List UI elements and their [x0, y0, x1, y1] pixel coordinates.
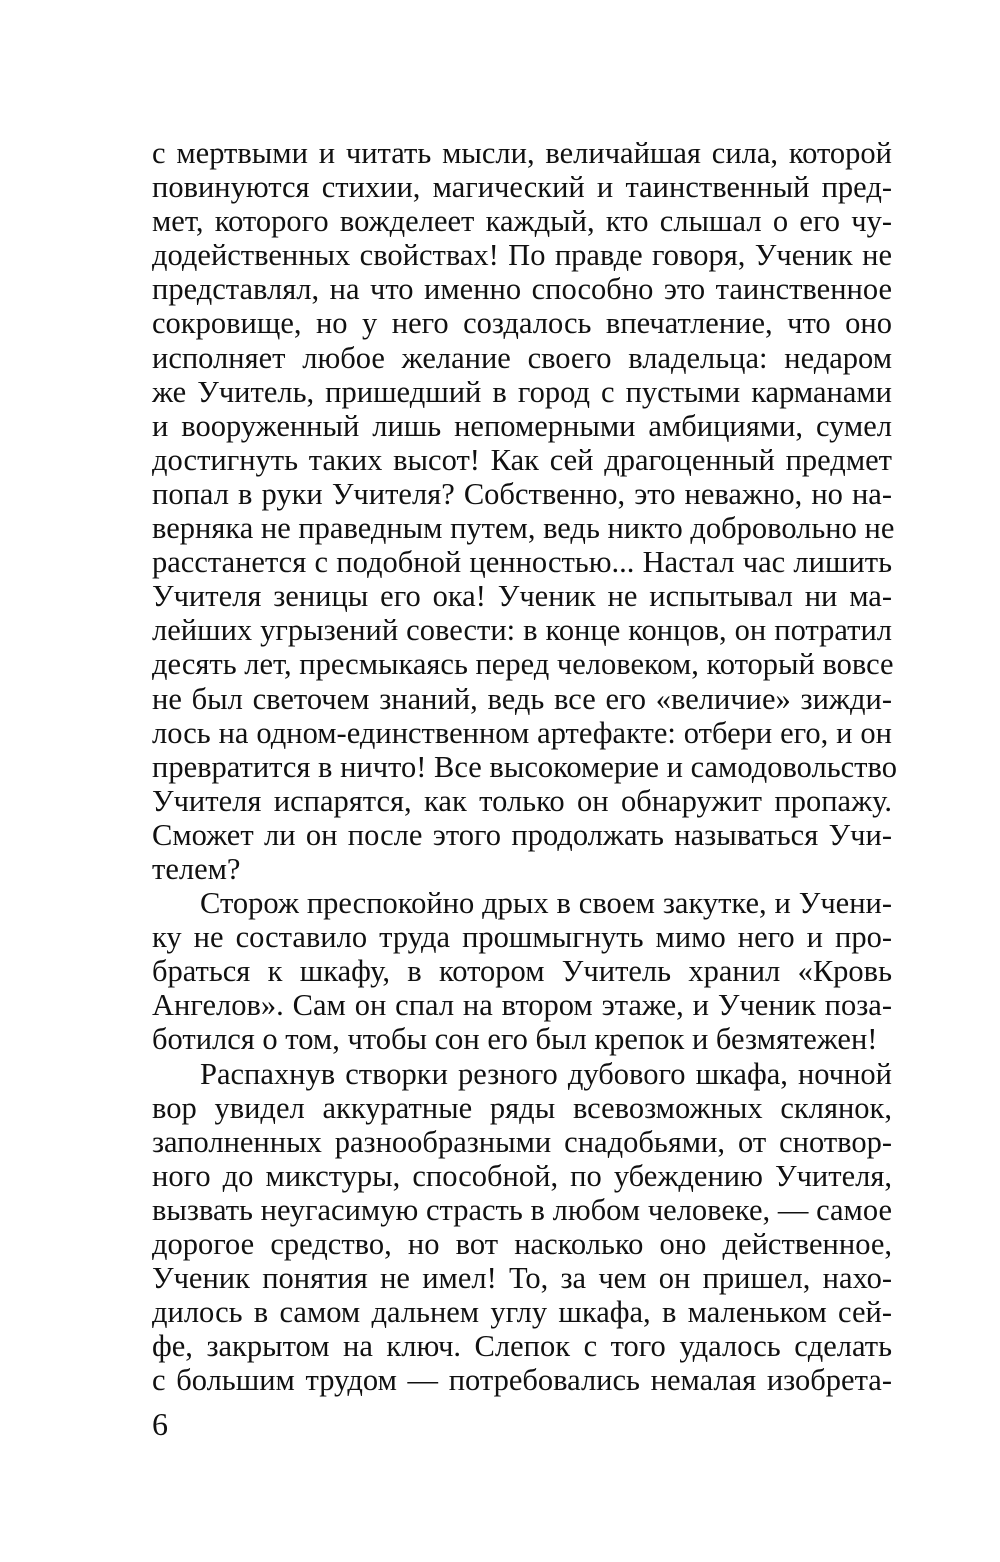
- text-line: Учителя зеницы его ока! Ученик не испытывал ни ма-: [152, 579, 892, 614]
- text-line: ботился о том, чтобы сон его был крепок и безмятежен!: [152, 1022, 878, 1057]
- text-line: представлял, на что именно способно это таинственное: [152, 272, 892, 307]
- text-line: додейственных свойствах! По правде говоря, Ученик не: [152, 238, 892, 273]
- text-line: с большим трудом — потребовались немалая изобрета-: [152, 1363, 892, 1398]
- text-line: ного до микстуры, способной, по убеждению Учителя,: [152, 1158, 892, 1193]
- text-line: же Учитель, пришедший в город с пустыми карманами: [152, 374, 892, 409]
- text-line: Сможет ли он после этого продолжать называться Учи-: [152, 817, 892, 852]
- text-line: Ангелов». Сам он спал на втором этаже, и Ученик поза-: [152, 988, 892, 1023]
- text-line: расстанется с подобной ценностью... Настал час лишить: [152, 545, 892, 580]
- text-line: браться к шкафу, в котором Учитель хранил «Кровь: [152, 954, 892, 989]
- text-line: исполняет любое желание своего владельца: недаром: [152, 340, 892, 375]
- text-line: Сторож преспокойно дрых в своем закутке, и Учени-: [200, 886, 892, 921]
- text-line: и вооруженный лишь непомерными амбициями, сумел: [152, 408, 892, 443]
- text-line: мет, которого вожделеет каждый, кто слышал о его чу-: [152, 204, 892, 239]
- text-line: вор увидел аккуратные ряды всевозможных склянок,: [152, 1090, 892, 1125]
- text-line: повинуются стихии, магический и таинственный пред-: [152, 170, 892, 205]
- body-text: [152, 136, 897, 1398]
- text-line: достигнуть таких высот! Как сей драгоценный предмет: [152, 442, 892, 477]
- text-line: заполненных разнообразными снадобьями, от снотвор-: [152, 1124, 892, 1159]
- text-line: лось на одном-единственном артефакте: отбери его, и он: [152, 715, 892, 750]
- text-line: телем?: [152, 851, 241, 886]
- text-line: дилось в самом дальнем углу шкафа, в маленьком сей-: [152, 1295, 892, 1330]
- text-line: вызвать неугасимую страсть в любом человеке, — самое: [152, 1192, 892, 1227]
- page-number: 6: [152, 1406, 168, 1442]
- text-line: десять лет, пресмыкаясь перед человеком, который вовсе: [152, 647, 894, 682]
- text-line: превратится в ничто! Все высокомерие и самодовольство: [152, 749, 897, 784]
- text-line: Учителя испарятся, как только он обнаружит пропажу.: [152, 783, 892, 818]
- text-line: с мертвыми и читать мысли, величайшая сила, которой: [152, 136, 892, 170]
- text-line: сокровище, но у него создалось впечатление, что оно: [152, 306, 892, 341]
- text-line: верняка не праведным путем, ведь никто добровольно не: [152, 511, 895, 546]
- text-line: дорогое средство, но вот насколько оно действенное,: [152, 1227, 892, 1261]
- text-line: попал в руки Учителя? Собственно, это неважно, но на-: [152, 476, 892, 511]
- text-line: Распахнув створки резного дубового шкафа, ночной: [200, 1056, 892, 1091]
- text-line: Ученик понятия не имел! То, за чем он пришел, нахо-: [152, 1261, 892, 1296]
- text-line: не был светочем знаний, ведь все его «величие» зижди-: [152, 681, 892, 716]
- text-line: ку не составило труда прошмыгнуть мимо него и про-: [152, 920, 892, 955]
- text-line: лейших угрызений совести: в конце концов, он потратил: [152, 613, 892, 648]
- text-line: фе, закрытом на ключ. Слепок с того удалось сделать: [152, 1329, 892, 1364]
